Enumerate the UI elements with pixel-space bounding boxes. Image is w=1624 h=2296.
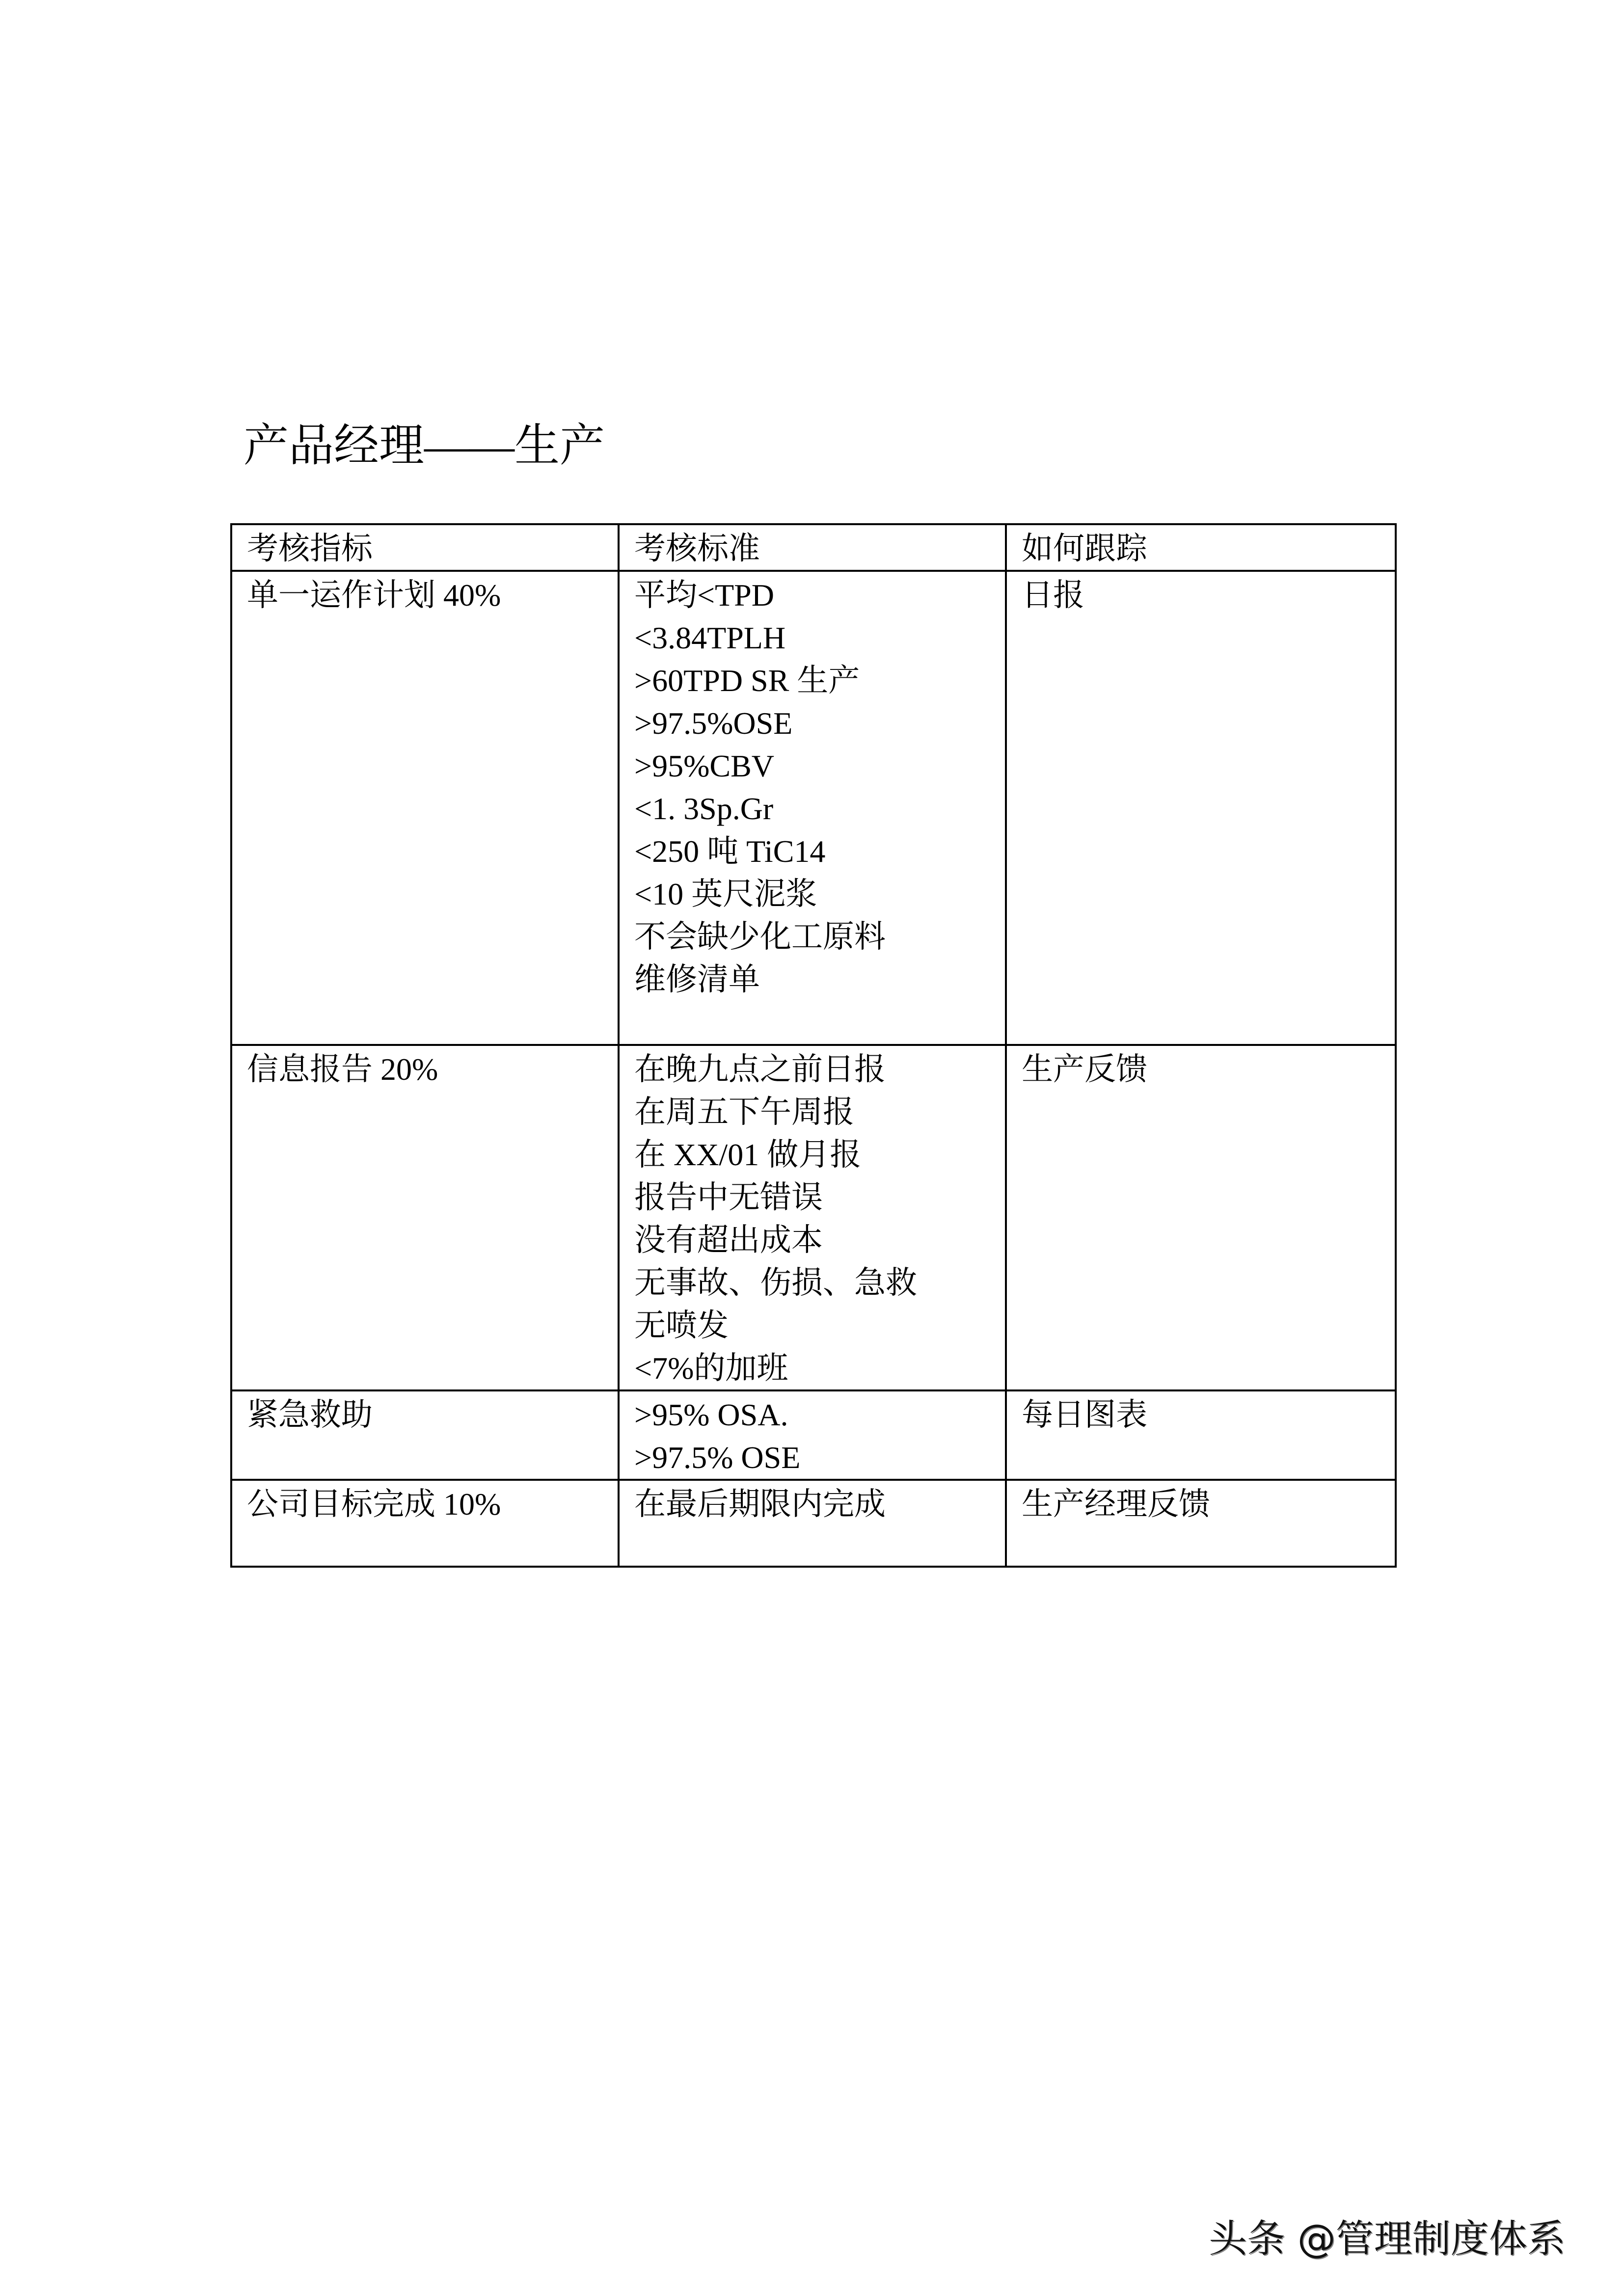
table-row: [231, 1390, 1396, 1480]
standard-line: <10 英尺泥浆: [634, 877, 817, 911]
standard-line: 无喷发: [634, 1308, 729, 1343]
standards-cell: [619, 1045, 1006, 1390]
tracking-cell: 日报: [1006, 571, 1396, 1045]
indicator-cell: 公司目标完成 10%: [231, 1480, 619, 1567]
source-watermark: 头条 @管理制度体系: [1209, 2217, 1566, 2261]
standard-line: 报告中无错误: [634, 1180, 823, 1215]
indicator-cell: 紧急救助: [231, 1390, 619, 1480]
standard-line: >97.5% OSE: [634, 1440, 801, 1475]
standard-line: 维修清单: [634, 962, 760, 997]
standard-line: 不会缺少化工原料: [634, 919, 886, 954]
standards-cell: [619, 1480, 1006, 1567]
standard-line: 平均<TPD: [634, 578, 774, 613]
standard-line: >95%CBV: [634, 748, 774, 783]
standard-line: 在 XX/01 做月报: [634, 1137, 862, 1172]
page-title: 产品经理——生产: [244, 421, 605, 471]
indicator-cell: 单一运作计划 40%: [231, 571, 619, 1045]
standard-line: <1. 3Sp.Gr: [634, 791, 774, 826]
standard-line: <3.84TPLH: [634, 620, 786, 655]
table-row: [231, 1045, 1396, 1390]
standard-line: <7%的加班: [634, 1351, 788, 1386]
header-standard: 考核标准: [619, 524, 1006, 571]
tracking-cell: 生产经理反馈: [1006, 1480, 1396, 1567]
table-row: [231, 571, 1396, 1045]
indicator-cell: 信息报告 20%: [231, 1045, 619, 1390]
standards-cell: [619, 1390, 1006, 1480]
table-row: [231, 1480, 1396, 1567]
table-header-row: [231, 524, 1396, 571]
standard-line: >97.5%OSE: [634, 706, 793, 741]
standard-line: 在周五下午周报: [634, 1095, 854, 1129]
tracking-cell: 生产反馈: [1006, 1045, 1396, 1390]
standard-line: 在晚九点之前日报: [634, 1052, 886, 1087]
standard-line: 无事故、伤损、急救: [634, 1265, 917, 1300]
header-tracking: 如何跟踪: [1006, 524, 1396, 571]
kpi-table: [230, 523, 1397, 1568]
standard-line: <250 吨 TiC14: [634, 834, 826, 869]
standard-line: >95% OSA.: [634, 1397, 788, 1432]
standard-line: 没有超出成本: [634, 1223, 823, 1257]
header-indicator: 考核指标: [231, 524, 619, 571]
tracking-cell: 每日图表: [1006, 1390, 1396, 1480]
standards-cell: [619, 571, 1006, 1045]
standard-line: 在最后期限内完成: [634, 1487, 886, 1522]
standard-line: >60TPD SR 生产: [634, 663, 860, 698]
